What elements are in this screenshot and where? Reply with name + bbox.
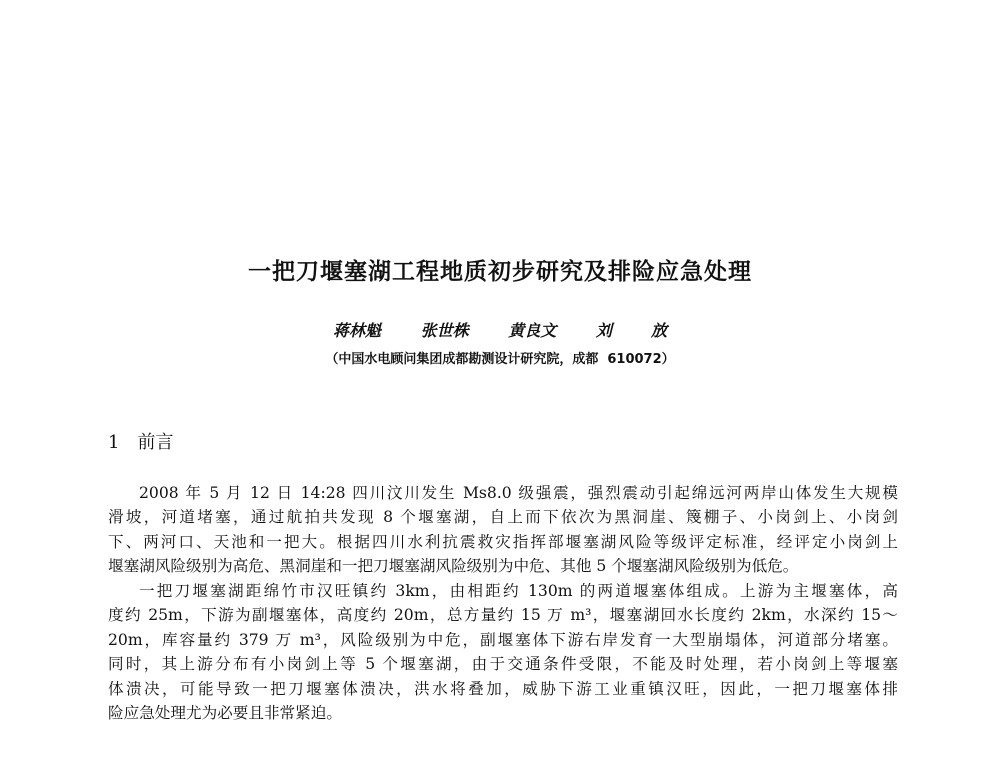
author-name: 蒋林魁 [333, 321, 382, 340]
paragraph-line: 堰塞湖风险级别为高危、黑洞崖和一把刀堰塞湖风险级别为中危、其他 5 个堰塞湖风险级别为低危。 [108, 557, 799, 576]
paragraph-line: 体溃决，可能导致一把刀堰塞体溃决，洪水将叠加，威胁下游工业重镇汉旺，因此，一把刀堰塞体排 [108, 679, 898, 698]
author-name: 张世株 [420, 321, 469, 340]
paper-title: 一把刀堰塞湖工程地质初步研究及排险应急处理 [248, 259, 752, 285]
paragraph-line: 2008 年 5 月 12 日 14:28 四川汶川发生 Ms8.0 级强震，强烈震动引起绵远河两岸山体发生大规模 [139, 484, 898, 502]
author-name: 刘 放 [595, 321, 667, 340]
section-heading [108, 428, 173, 454]
author-name: 黄良文 [508, 321, 557, 340]
author-list [0, 318, 1000, 341]
section-number: 1 [108, 432, 120, 453]
paragraph-line: 滑坡，河道堵塞，通过航拍共发现 8 个堰塞湖，自上而下依次为黑洞崖、篾棚子、小岗剑上、小岗剑 [108, 508, 898, 527]
author-affiliation: （中国水电顾问集团成都勘测设计研究院，成都 610072） [325, 352, 675, 367]
paragraph-line: 下、两河口、天池和一把大。根据四川水利抗震救灾指挥部堰塞湖风险等级评定标准，经评定小岗剑上 [108, 532, 898, 551]
paragraph-line: 20m，库容量约 379 万 m³，风险级别为中危，副堰塞体下游右岸发育一大型崩塌体，河道部分堵塞。 [108, 630, 898, 649]
paragraph-line: 一把刀堰塞湖距绵竹市汉旺镇约 3km，由相距约 130m 的两道堰塞体组成。上游为主堰塞体，高 [139, 582, 898, 600]
paragraph-line: 度约 25m，下游为副堰塞体，高度约 20m，总方量约 15 万 m³，堰塞湖回水长度约 2km，水深约 15～ [108, 606, 898, 625]
paragraph-intro [108, 481, 898, 579]
section-title: 前言 [137, 432, 174, 453]
paragraph-yibadao [108, 579, 898, 725]
paragraph-line: 险应急处理尤为必要且非常紧迫。 [108, 703, 342, 722]
paragraph-line: 同时，其上游分布有小岗剑上等 5 个堰塞湖，由于交通条件受限，不能及时处理，若小岗剑上等堰塞 [108, 655, 898, 674]
